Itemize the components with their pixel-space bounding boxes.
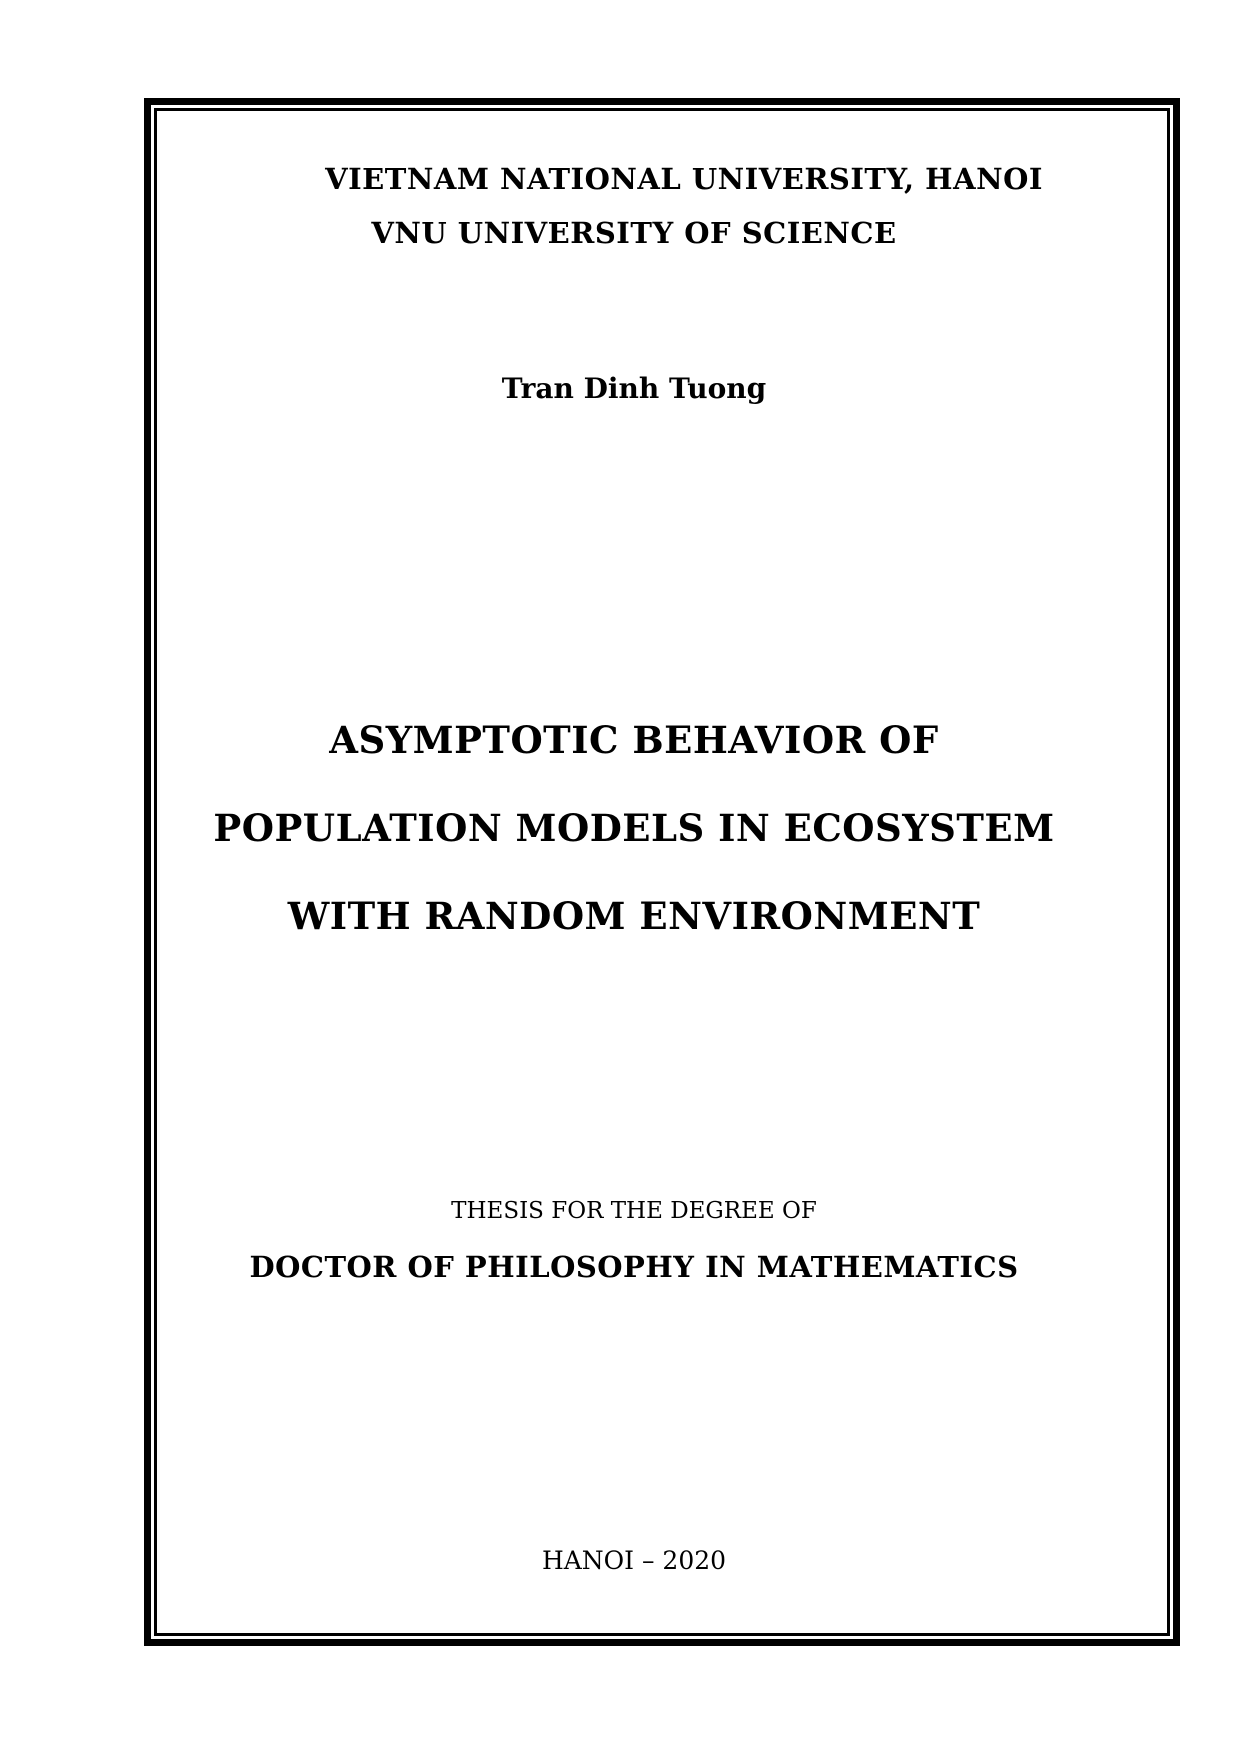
faculty-name: VNU UNIVERSITY OF SCIENCE (371, 216, 897, 250)
place-and-year: HANOI – 2020 (541, 1546, 727, 1575)
thesis-title-line-3: WITH RANDOM ENVIRONMENT (287, 894, 981, 938)
degree-name: DOCTOR OF PHILOSOPHY IN MATHEMATICS (249, 1250, 1019, 1284)
thesis-title-line-2: POPULATION MODELS IN ECOSYSTEM (213, 806, 1055, 850)
degree-intro: THESIS FOR THE DEGREE OF (451, 1198, 817, 1224)
author-name: Tran Dinh Tuong (501, 372, 767, 405)
inner-border-frame (154, 108, 1170, 1636)
university-name: VIETNAM NATIONAL UNIVERSITY, HANOI (325, 162, 1043, 196)
thesis-title-line-1: ASYMPTOTIC BEHAVIOR OF (329, 718, 939, 762)
